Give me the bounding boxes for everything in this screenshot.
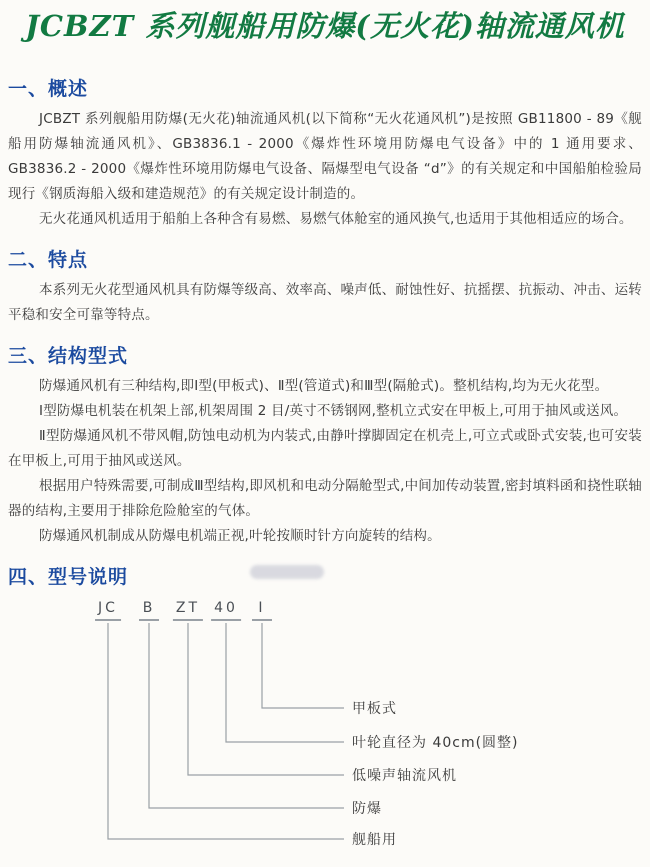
features-paragraph-1: 本系列无火花型通风机具有防爆等级高、效率高、噪声低、耐蚀性好、抗摇摆、抗振动、冲击、运转平稳和安全可靠等特点。 bbox=[8, 282, 642, 323]
diagram-connector-lines bbox=[8, 595, 642, 867]
section-overview-heading: 一、概述 bbox=[8, 78, 89, 100]
model-code-part-jc: JC bbox=[95, 600, 121, 621]
section-structure-heading: 三、结构型式 bbox=[8, 345, 129, 367]
section-model-heading-label: 四、型号说明 bbox=[8, 566, 129, 588]
structure-paragraph-5: 防爆通风机制成从防爆电机端正视,叶轮按顺时针方向旋转的结构。 bbox=[39, 528, 441, 544]
page-title: JCBZT 系列舰船用防爆(无火花)轴流通风机 bbox=[25, 9, 625, 43]
model-code-label-diameter: 叶轮直径为 40cm(圆整) bbox=[352, 735, 519, 751]
model-code-label-exproof: 防爆 bbox=[352, 801, 382, 817]
scan-smudge bbox=[250, 565, 324, 579]
model-code-label-marine: 舰船用 bbox=[352, 832, 397, 848]
structure-paragraph-2: Ⅰ型防爆电机装在机架上部,机架周围 2 目/英寸不锈钢网,整机立式安在甲板上,可用于抽风或送风。 bbox=[39, 403, 628, 419]
model-code-label-lownoise: 低噪声轴流风机 bbox=[352, 768, 457, 784]
section-model-heading bbox=[8, 562, 642, 589]
structure-paragraph-3: Ⅱ型防爆通风机不带风帽,防蚀电动机为内装式,由静叶撑脚固定在机壳上,可立式或卧式安装,也可安装在甲板上,可用于抽风或送风。 bbox=[8, 428, 642, 469]
section-features-heading: 二、特点 bbox=[8, 249, 89, 271]
model-code-part-b: B bbox=[139, 600, 159, 621]
overview-paragraph-1: JCBZT 系列舰船用防爆(无火花)轴流通风机(以下简称“无火花通风机”)是按照 GB11800 - 89《舰船用防爆轴流通风机》、GB3836.1 - 2000《爆炸性环境用防爆电气设备》中的 1 通用要求、GB3836.2 - 2000《爆炸性环境用防爆电气设备、隔爆型电气设备 “d”》的有关规定和中国船舶检验局现行《钢质海船入级和建造规范》的有关规定设计制造的。 bbox=[8, 111, 642, 202]
model-code-label-deck: 甲板式 bbox=[352, 701, 397, 717]
model-code-diagram bbox=[8, 595, 642, 867]
section-features bbox=[8, 245, 642, 328]
model-code-part-i: Ⅰ bbox=[252, 600, 272, 621]
document-page bbox=[0, 3, 650, 848]
model-code-part-40: 40 bbox=[211, 600, 241, 621]
section-model bbox=[8, 562, 642, 867]
overview-paragraph-2: 无火花通风机适用于船舶上各种含有易燃、易燃气体舱室的通风换气,也适用于其他相适应的场合。 bbox=[39, 211, 633, 227]
section-structure bbox=[8, 341, 642, 549]
model-code-part-zt: ZT bbox=[173, 600, 203, 621]
structure-paragraph-1: 防爆通风机有三种结构,即Ⅰ型(甲板式)、Ⅱ型(管道式)和Ⅲ型(隔舱式)。整机结构,均为无火花型。 bbox=[39, 378, 609, 394]
section-overview bbox=[8, 74, 642, 232]
structure-paragraph-4: 根据用户特殊需要,可制成Ⅲ型结构,即风机和电动分隔舱型式,中间加传动装置,密封填料函和挠性联轴器的结构,主要用于排除危险舱室的气体。 bbox=[8, 478, 642, 519]
